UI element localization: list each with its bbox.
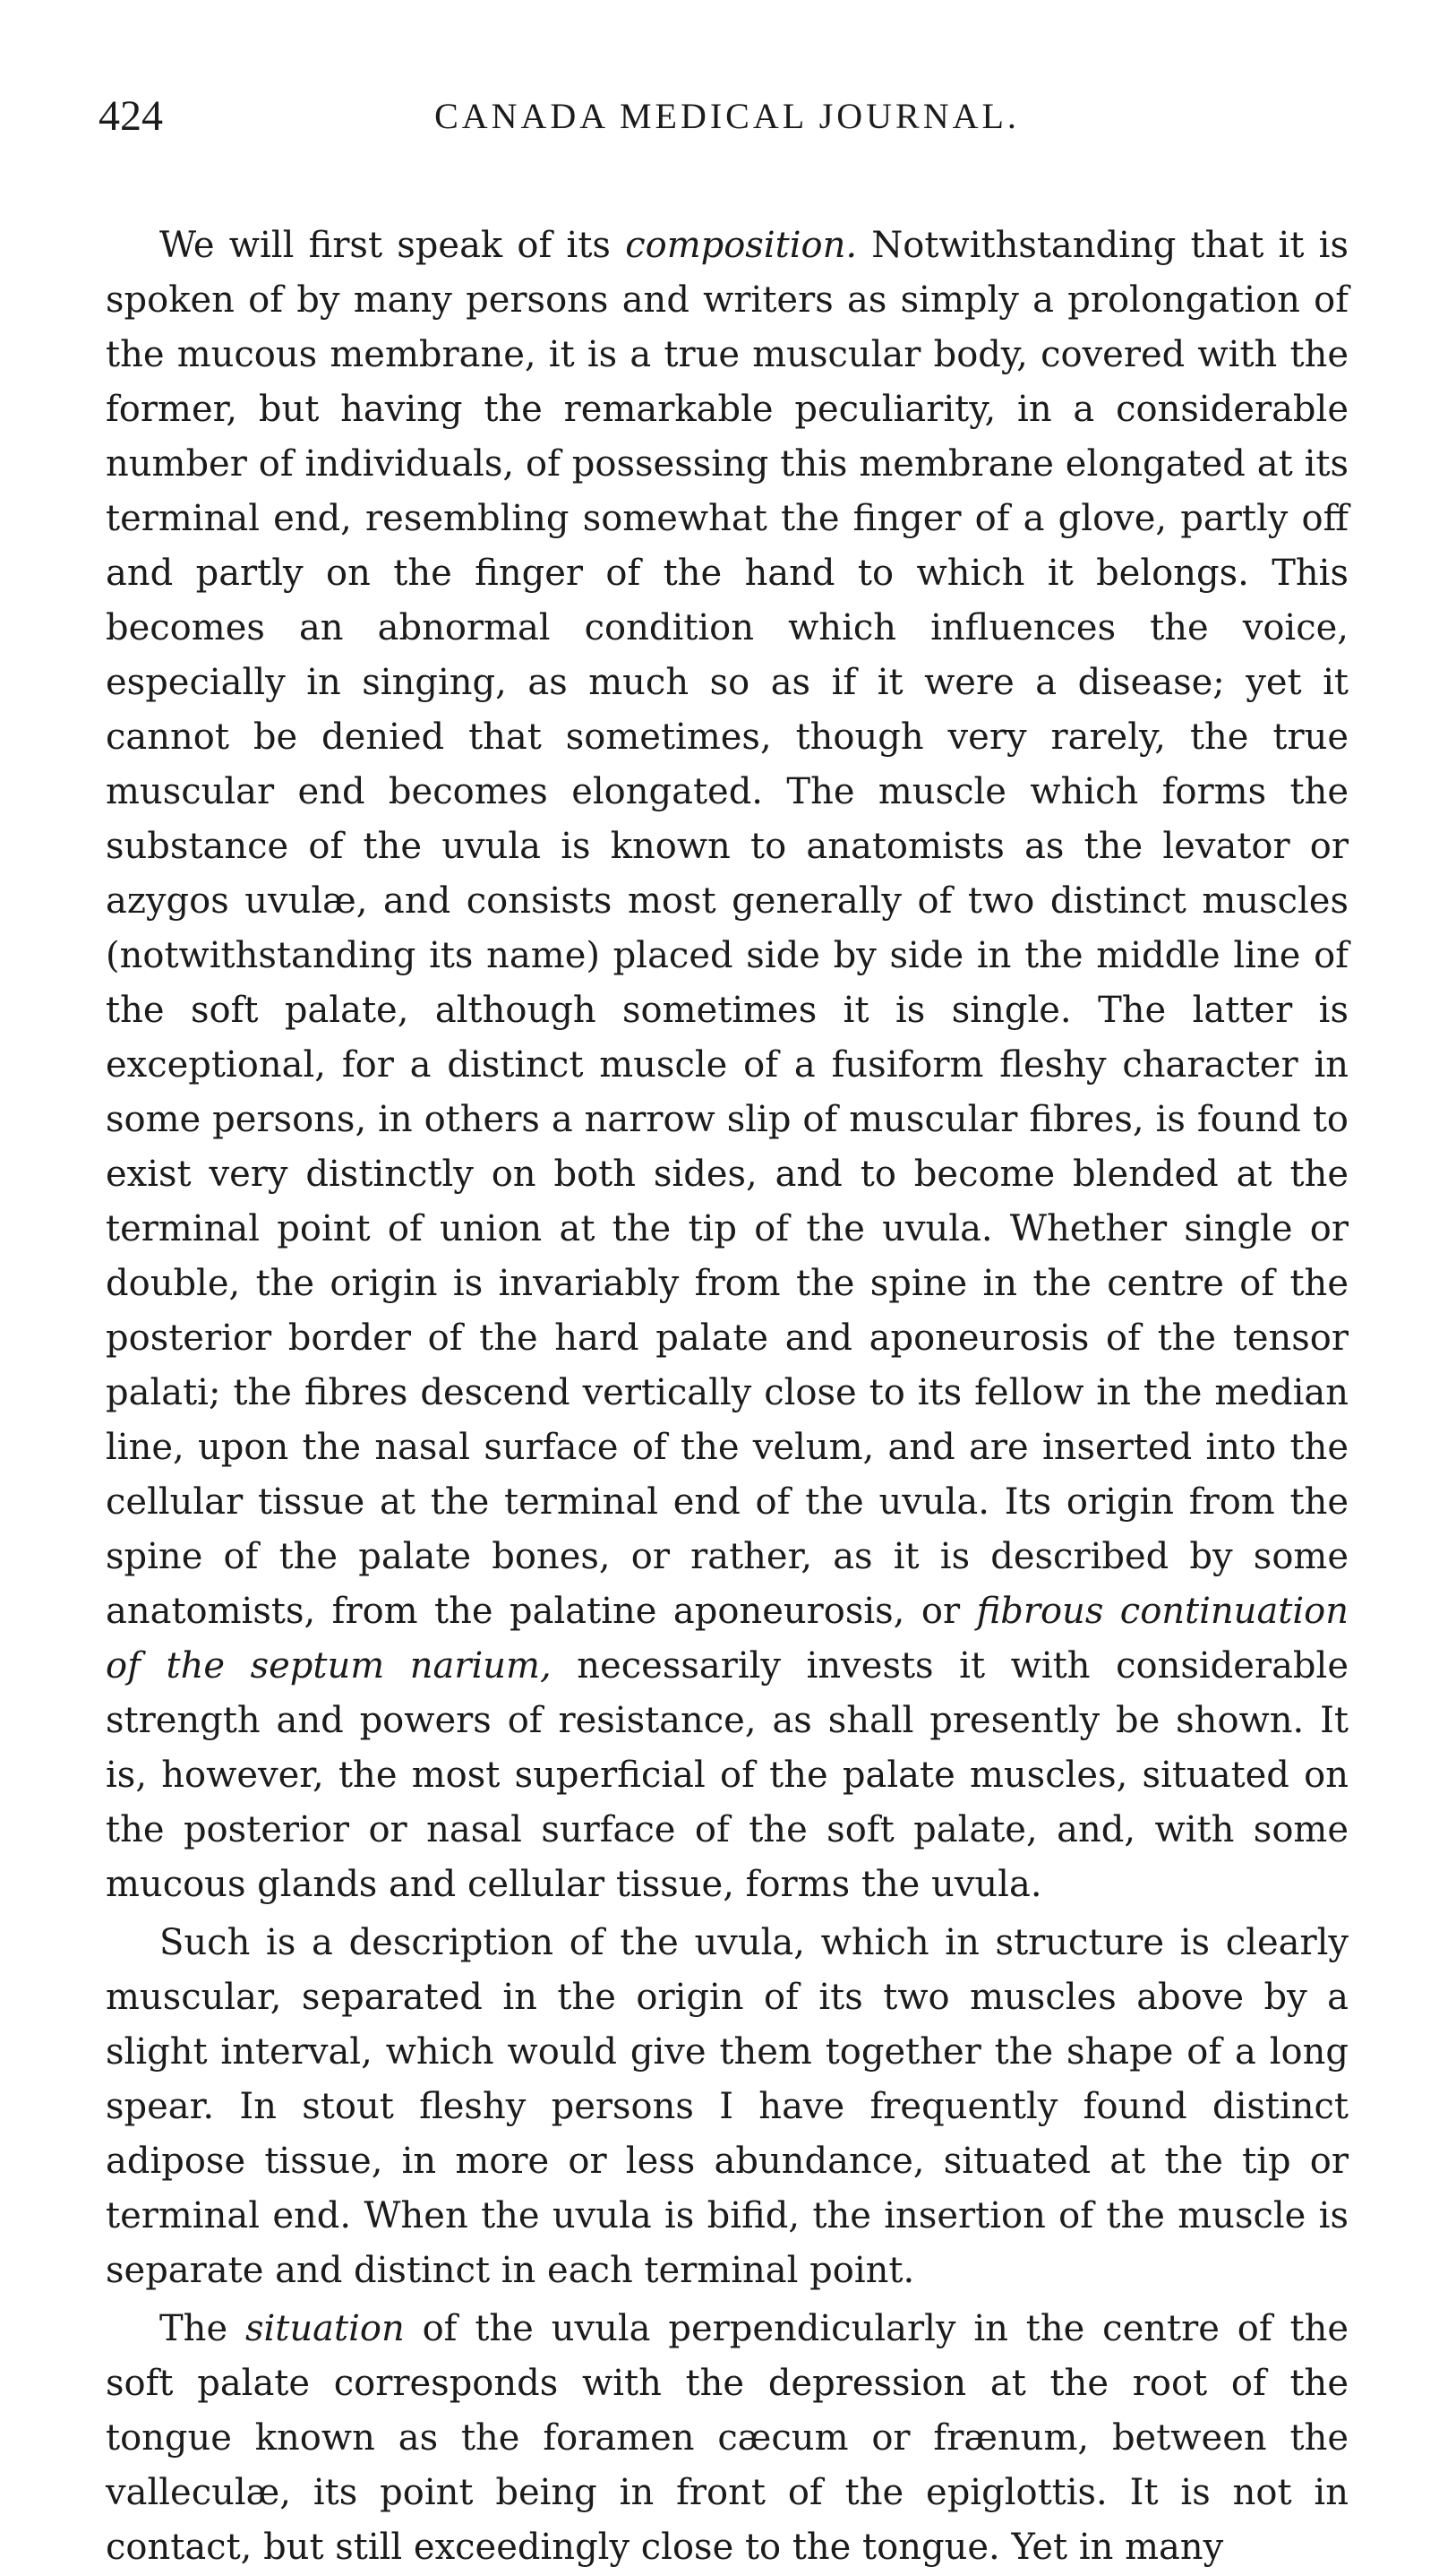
text-segment: We will first speak of its	[159, 225, 626, 266]
page-number: 424	[98, 92, 163, 140]
running-head	[98, 90, 1349, 143]
text-segment: of the uvula perpendicularly in the centre of the soft palate corresponds with the depression at the root of the tongue known as the foramen cæcum or frænum, between the valleculæ, its point being in front of the epiglottis. It is not in contact, but still exceedingly close to the tongue. Yet in many	[106, 2308, 1349, 2568]
paragraph-description	[106, 1916, 1349, 2298]
paragraph-situation	[106, 2302, 1349, 2575]
italic-term-composition: composition.	[625, 225, 858, 266]
italic-term-septum-narium: fibrous continuation of the septum narium,	[106, 1591, 1349, 1687]
text-segment: The	[159, 2308, 245, 2349]
text-segment: necessarily invests it with considerable strength and powers of resistance, as shall presently be shown. It is, however, the most superficial of the palate muscles, situated on the posterior or nasal surface of the soft palate, and, with some mucous glands and cellular tissue, forms the uvula.	[106, 1645, 1349, 1905]
journal-title: CANADA MEDICAL JOURNAL.	[434, 96, 1020, 136]
text-segment: Notwithstanding that it is spoken of by many persons and writers as simply a prolongation of the mucous membrane, it is a true muscular body, covered with the former, but having the remarkable peculiarity, in a considerable number of individuals, of possessing this membrane elongated at its terminal end, resembling somewhat the finger of a glove, partly off and partly on the finger of the hand to which it belongs. This becomes an abnormal condition which influences the voice, especially in singing, as much so as if it were a disease; yet it cannot be denied that sometimes, though very rarely, the true muscular end becomes elongated. The muscle which forms the substance of the uvula is known to anatomists as the levator or azygos uvulæ, and consists most generally of two distinct muscles (notwithstanding its name) placed side by side in the middle line of the soft palate, although sometimes it is single. The latter is exceptional, for a distinct muscle of a fusiform fleshy character in some persons, in others a narrow slip of muscular fibres, is found to exist very distinctly on both sides, and to become blended at the terminal point of union at the tip of the uvula. Whether single or double, the origin is invariably from the spine in the centre of the posterior border of the hard palate and aponeurosis of the tensor palati; the fibres descend vertically close to its fellow in the median line, upon the nasal surface of the velum, and are inserted into the cellular tissue at the terminal end of the uvula. Its origin from the spine of the palate bones, or rather, as it is described by some anatomists, from the palatine aponeurosis, or	[106, 225, 1349, 1632]
paragraph-composition	[106, 219, 1349, 1912]
italic-term-situation: situation	[244, 2308, 405, 2349]
text-segment: Such is a description of the uvula, which in structure is clearly muscular, separated in the origin of its two muscles above by a slight interval, which would give them together the shape of a long spear. In stout fleshy persons I have frequently found distinct adipose tissue, in more or less abundance, situated at the tip or terminal end. When the uvula is bifid, the insertion of the muscle is separate and distinct in each terminal point.	[106, 1922, 1349, 2291]
